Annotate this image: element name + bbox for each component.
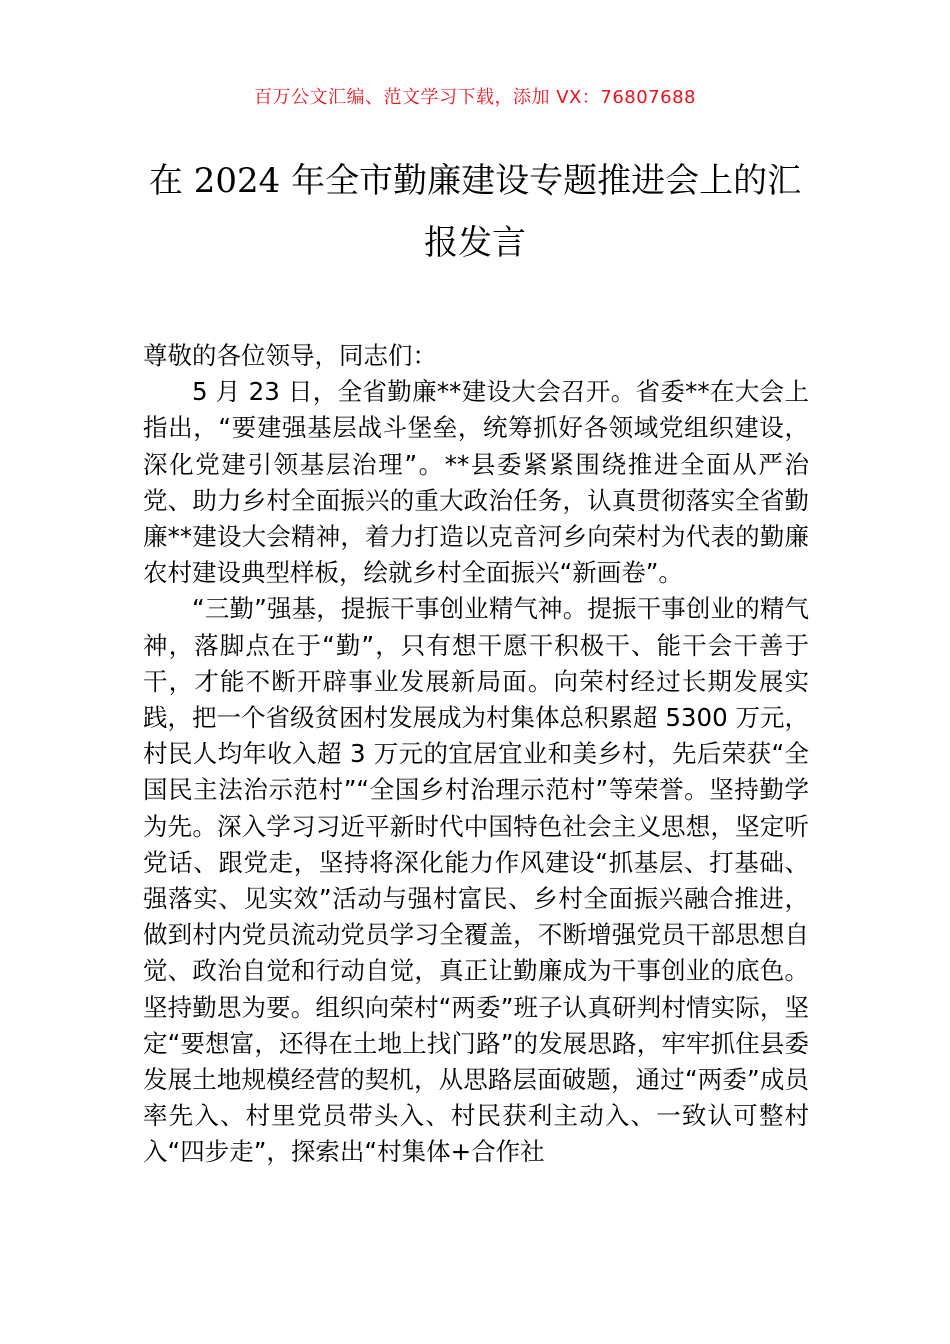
document-body <box>143 338 809 1171</box>
header-watermark-note: 百万公文汇编、范文学习下载，添加 VX：76807688 <box>254 87 696 108</box>
document-title: 在 2024 年全市勤廉建设专题推进会上的汇报发言 <box>148 161 802 263</box>
paragraph-three-diligence: “三勤”强基，提振干事创业精气神。提振干事创业的精气神，落脚点在于“勤”，只有想干愿干积极干、能干会干善于干，才能不断开辟事业发展新局面。向荣村经过长期发展实践，把一个省级贫困村发展成为村集体总积累超 5300 万元，村民人均年收入超 3 万元的宜居宜业和美乡村，先后荣获“全国民主法治示范村”“全国乡村治理示范村”等荣誉。坚持勤学为先。深入学习习近平新时代中国特色社会主义思想，坚定听党话、跟党走，坚持将深化能力作风建设“抓基层、打基础、强落实、见实效”活动与强村富民、乡村全面振兴融合推进，做到村内党员流动党员学习全覆盖，不断增强党员干部思想自觉、政治自觉和行动自觉，真正让勤廉成为干事创业的底色。坚持勤思为要。组织向荣村“两委”班子认真研判村情实际，坚定“要想富，还得在土地上找门路”的发展思路，牢牢抓住县委发展土地规模经营的契机，从思路层面破题，通过“两委”成员率先入、村里党员带头入、村民获利主动入、一致认可整村入“四步走”，探索出“村集体+合作社 <box>143 594 809 1167</box>
salutation: 尊敬的各位领导，同志们： <box>143 341 437 370</box>
paragraph-intro: 5 月 23 日，全省勤廉**建设大会召开。省委**在大会上指出，“要建强基层战斗堡垒，统筹抓好各领域党组织建设，深化党建引领基层治理”。**县委紧紧围绕推进全面从严治党、助力乡村全面振兴的重大政治任务，认真贯彻落实全省勤廉**建设大会精神，着力打造以克音河乡向荣村为代表的勤廉农村建设典型样板，绘就乡村全面振兴“新画卷”。 <box>143 377 809 588</box>
